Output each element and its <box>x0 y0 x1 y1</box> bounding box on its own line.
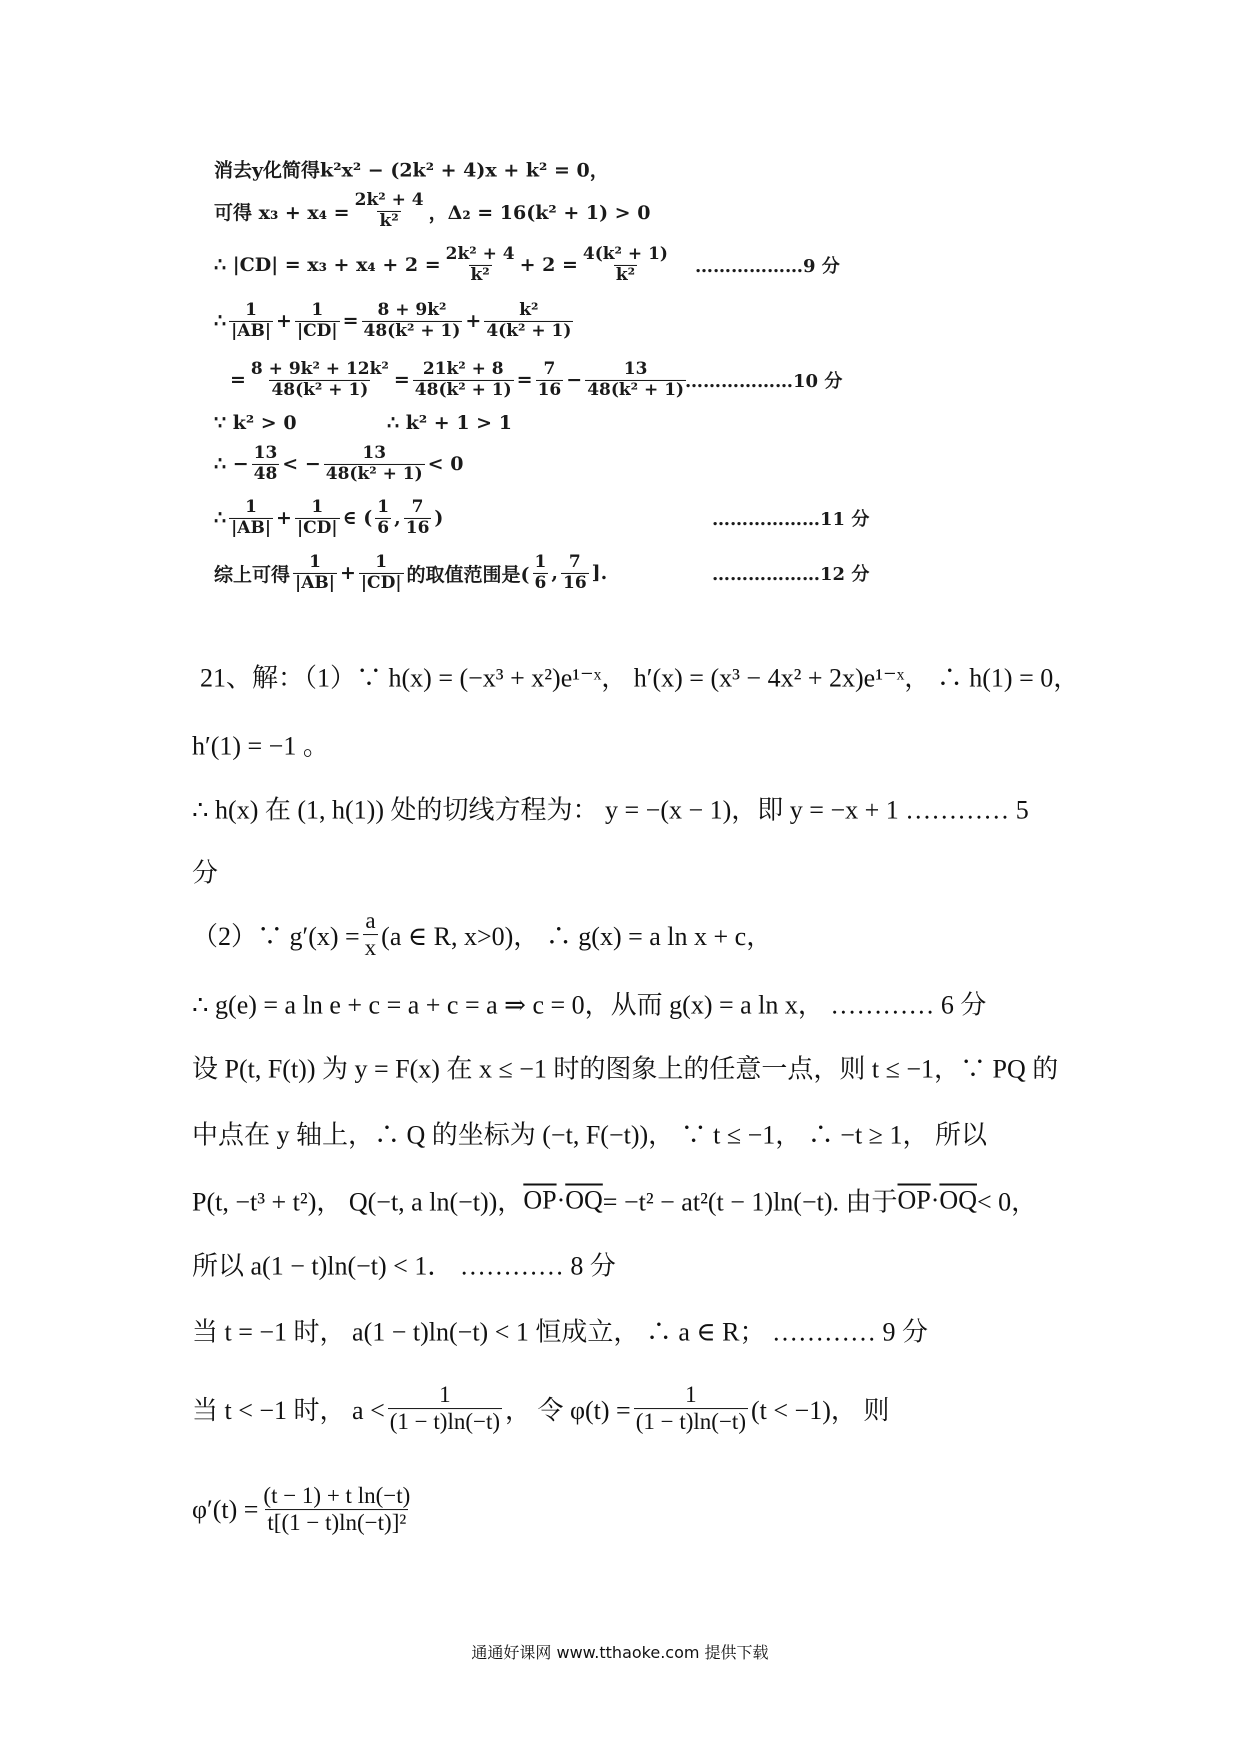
scan-line-4 <box>214 301 576 341</box>
text: h′(1) = −1 。 <box>192 731 329 761</box>
fraction <box>533 553 549 593</box>
numerator: 1 <box>377 496 390 517</box>
main-line-9 <box>192 1182 1037 1219</box>
score-11: ………………11 分 <box>712 509 870 530</box>
denominator: 48(k² + 1) <box>587 379 685 400</box>
fraction <box>484 301 573 341</box>
scan-line-9 <box>214 553 607 593</box>
main-line-8 <box>192 1115 987 1152</box>
denominator: 6 <box>377 517 390 538</box>
text: 分 <box>192 858 219 888</box>
text: < 0， <box>976 1187 1038 1217</box>
main-line-13 <box>192 1483 415 1537</box>
text: − <box>566 369 583 391</box>
denominator: |AB| <box>231 517 272 538</box>
denominator: x <box>364 935 377 961</box>
fraction <box>293 553 337 593</box>
fraction <box>261 1483 412 1537</box>
denominator: k² <box>470 264 490 285</box>
text: ∴ − <box>214 453 249 475</box>
fraction <box>388 1382 502 1436</box>
main-line-6 <box>192 985 986 1022</box>
fraction <box>444 245 517 285</box>
denominator: 16 <box>405 517 430 538</box>
numerator: 4(k² + 1) <box>582 243 668 264</box>
vector-oq: $\overline{OQ}$ <box>565 1185 603 1214</box>
text: + 2 = <box>519 254 578 276</box>
numerator: 1 <box>245 299 257 320</box>
text: = <box>393 369 410 391</box>
denominator: |AB| <box>231 320 272 341</box>
fraction <box>362 301 463 341</box>
score-12: ………………12 分 <box>712 564 870 585</box>
text: 可得 x₃ + x₄ = <box>214 201 350 224</box>
footer-source: 通通好课网 www.tthaoke.com 提供下载 <box>471 1643 769 1662</box>
scan-line-6 <box>214 412 297 434</box>
numerator: 1 <box>685 1382 697 1408</box>
text: φ′(t) = <box>192 1495 259 1524</box>
denominator: 16 <box>562 572 587 593</box>
denominator: 48 <box>253 463 278 484</box>
text: 中点在 y 轴上，∴ Q 的坐标为 (−t, F(−t))， ∵ t ≤ −1， ∴ −t ≥ 1， 所以 <box>192 1120 987 1150</box>
denominator: k² <box>379 210 399 231</box>
fraction <box>413 360 514 400</box>
numerator: 1 <box>311 299 324 320</box>
text: 当 t < −1 时， a < <box>192 1396 385 1426</box>
score-10: ………………10 分 <box>685 371 843 392</box>
main-line-2 <box>192 726 329 763</box>
numerator: 21k² + 8 <box>422 358 504 379</box>
text: ∴ k² + 1 > 1 <box>387 412 512 434</box>
main-line-4 <box>192 853 218 890</box>
text: = −t² − at²(t − 1)ln(−t). 由于 <box>602 1187 898 1217</box>
main-line-1 <box>200 658 1079 695</box>
numerator: 13 <box>362 442 387 463</box>
denominator: 48(k² + 1) <box>414 379 512 400</box>
denominator: (1 − t)ln(−t) <box>389 1409 501 1435</box>
text: 综上可得 <box>214 563 291 586</box>
denominator: (1 − t)ln(−t) <box>635 1409 746 1435</box>
vector-oq: $\overline{OQ}$ <box>939 1185 977 1214</box>
numerator: 13 <box>623 358 648 379</box>
main-line-11 <box>192 1312 928 1349</box>
numerator: 1 <box>309 551 321 572</box>
text: ∈ ( <box>342 507 373 529</box>
denominator: 48(k² + 1) <box>363 320 461 341</box>
text: (t < −1)， 则 <box>750 1396 890 1426</box>
text: 当 t = −1 时， a(1 − t)ln(−t) < 1 恒成立， ∴ a ∈ R； ………… 9 分 <box>192 1317 929 1347</box>
text: ， 令 φ(t) = <box>505 1396 631 1426</box>
text: P(t, −t³ + t²)， Q(−t, a ln(−t))， <box>192 1187 524 1217</box>
text: < − <box>282 453 321 475</box>
fraction <box>229 498 273 538</box>
numerator: 1 <box>534 551 547 572</box>
text: ，Δ₂ = 16(k² + 1) > 0 <box>428 201 651 224</box>
scan-line-7 <box>214 444 463 484</box>
text: < 0 <box>427 453 464 475</box>
denominator: |AB| <box>295 572 335 593</box>
numerator: k² <box>519 299 539 320</box>
denominator: 48(k² + 1) <box>325 463 423 484</box>
fraction <box>634 1382 748 1436</box>
fraction <box>324 444 425 484</box>
text: + <box>465 310 482 332</box>
scan-line-5 <box>230 360 689 400</box>
fraction <box>536 360 564 400</box>
text: 21、解：（1）∵ h(x) = (−x³ + x²)e¹⁻ˣ， h′(x) = (x³ − 4x² + 2x)e¹⁻ˣ， ∴ h(1) = 0， <box>200 663 1080 693</box>
fraction <box>561 553 589 593</box>
numerator: 13 <box>253 442 278 463</box>
text: 消去y化简得k²x² − (2k² + 4)x + k² = 0， <box>214 159 609 182</box>
scan-line-6b <box>387 412 512 434</box>
text: + <box>276 310 292 332</box>
text: 设 P(t, F(t)) 为 y = F(x) 在 x ≤ −1 时的图象上的任意一点，则 t ≤ −1，∵ PQ 的 <box>192 1054 1059 1084</box>
denominator: 16 <box>537 379 562 400</box>
numerator: (t − 1) + t ln(−t) <box>263 1483 411 1509</box>
numerator: 1 <box>439 1382 451 1408</box>
text: ∴ <box>214 310 227 332</box>
denominator: |CD| <box>360 572 402 593</box>
fraction <box>295 301 340 341</box>
vector-op: $\overline{OP}$ <box>523 1185 557 1214</box>
denominator: |CD| <box>296 517 338 538</box>
fraction <box>249 360 391 400</box>
fraction <box>229 301 273 341</box>
numerator: 7 <box>411 496 424 517</box>
denominator: 4(k² + 1) <box>486 320 572 341</box>
fraction <box>585 360 686 400</box>
scan-line-3 <box>214 245 673 285</box>
text: , <box>551 562 558 584</box>
text: = <box>230 369 246 391</box>
denominator: |CD| <box>296 320 338 341</box>
fraction <box>404 498 432 538</box>
text: , <box>394 507 401 529</box>
text: 的取值范围是( <box>406 563 530 586</box>
main-line-7 <box>192 1049 1058 1086</box>
scan-line-8 <box>214 498 443 538</box>
numerator: 1 <box>311 496 324 517</box>
numerator: 2k² + 4 <box>445 243 515 264</box>
text: ∴ h(x) 在 (1, h(1)) 处的切线方程为： y = −(x − 1)，即 y = −x + 1 ………… 5 <box>192 795 1029 825</box>
numerator: 8 + 9k² + 12k² <box>250 358 389 379</box>
text: ∴ <box>214 507 227 529</box>
numerator: a <box>365 908 376 934</box>
text: (a ∈ R, x>0)， ∴ g(x) = a ln x + c， <box>381 922 773 952</box>
main-line-12 <box>192 1382 889 1436</box>
denominator: 6 <box>534 572 547 593</box>
text: ) <box>434 507 444 529</box>
numerator: 1 <box>375 551 388 572</box>
denominator: t[(1 − t)ln(−t)]² <box>267 1510 407 1536</box>
fraction <box>359 553 404 593</box>
scan-line-2 <box>214 191 650 231</box>
text: ∴ g(e) = a ln e + c = a + c = a ⇒ c = 0，从而 g(x) = a ln x， ………… 6 分 <box>192 990 987 1020</box>
vector-op: $\overline{OP}$ <box>897 1185 931 1214</box>
text: + <box>276 507 292 529</box>
text: = <box>516 369 533 391</box>
scan-line-1 <box>214 156 609 183</box>
main-line-10 <box>192 1246 616 1283</box>
denominator: k² <box>615 264 636 285</box>
main-line-3 <box>192 790 1029 827</box>
numerator: 7 <box>543 358 556 379</box>
fraction <box>363 908 379 962</box>
text: ]. <box>591 562 608 584</box>
text: ∴ |CD| = x₃ + x₄ + 2 = <box>214 254 441 276</box>
denominator: 48(k² + 1) <box>271 379 369 400</box>
text: = <box>342 310 359 332</box>
numerator: 7 <box>568 551 581 572</box>
text: · <box>556 1185 566 1214</box>
fraction <box>252 444 280 484</box>
fraction <box>581 245 670 285</box>
numerator: 2k² + 4 <box>354 189 424 210</box>
text: （2）∵ g′(x) = <box>192 922 360 952</box>
text: + <box>339 562 356 584</box>
text: ∵ k² > 0 <box>214 412 297 434</box>
numerator: 1 <box>245 496 257 517</box>
score-9: ………………9 分 <box>695 256 840 277</box>
text: 所以 a(1 − t)ln(−t) < 1． ………… 8 分 <box>192 1251 616 1281</box>
main-line-5 <box>192 908 772 962</box>
text: · <box>930 1185 940 1214</box>
fraction <box>375 498 391 538</box>
fraction <box>353 191 426 231</box>
fraction <box>295 498 340 538</box>
numerator: 8 + 9k² <box>377 299 447 320</box>
